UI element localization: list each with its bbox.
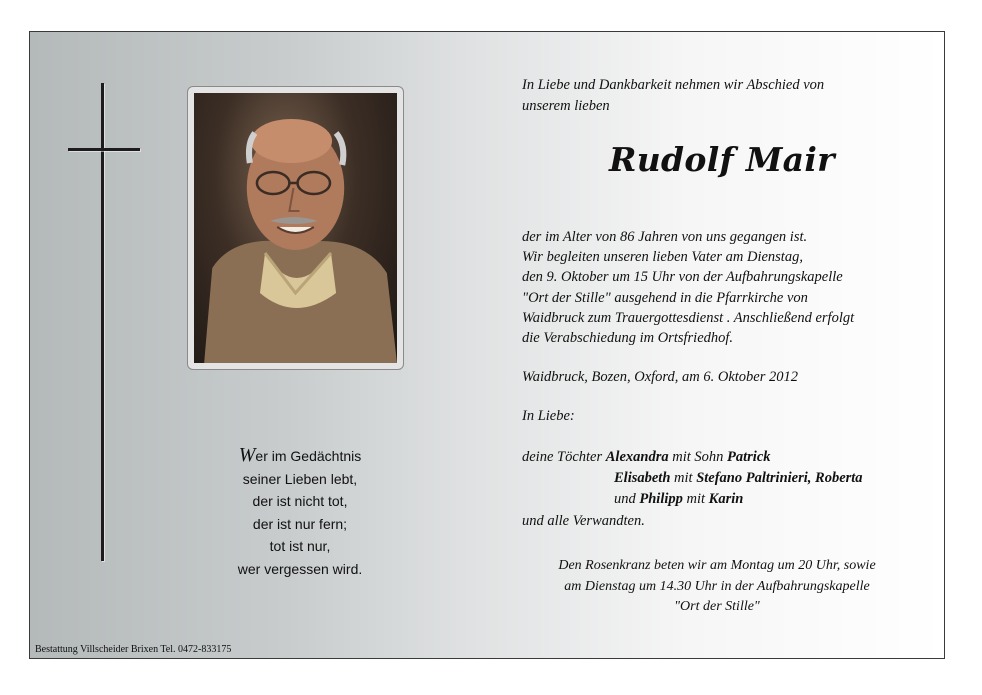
- body-line: den 9. Oktober um 15 Uhr von der Aufbahrungskapelle: [522, 269, 843, 286]
- body-line: "Ort der Stille" ausgehend in die Pfarrkirche von: [522, 289, 808, 306]
- intro-text: [522, 75, 902, 117]
- rosary-notice: [522, 556, 912, 618]
- verse-first-rest: er im Gedächtnis: [255, 448, 362, 464]
- portrait-frame: [187, 86, 404, 370]
- family-text: mit Sohn: [668, 449, 728, 465]
- body-line: der im Alter von 86 Jahren von uns gegangen ist.: [522, 229, 808, 245]
- verse-line: der ist nicht tot,: [252, 493, 348, 509]
- funeral-home-footer: Bestattung Villscheider Brixen Tel. 0472-833175: [35, 644, 232, 655]
- portrait-illustration: [194, 93, 397, 363]
- family-name: Alexandra: [605, 449, 669, 465]
- family-text: und: [614, 491, 640, 507]
- verse-line: seiner Lieben lebt,: [242, 470, 358, 487]
- verse-line-1: [190, 444, 410, 468]
- family-text: deine Töchter: [522, 449, 606, 465]
- verse-line: wer vergessen wird.: [237, 560, 363, 577]
- rosary-line: "Ort der Stille": [674, 599, 760, 614]
- family-line-4: und alle Verwandten.: [522, 513, 645, 529]
- verse-line: der ist nur fern;: [252, 515, 348, 532]
- cross-icon-bar: [68, 148, 140, 151]
- cross-icon: [101, 83, 104, 561]
- in-liebe-label: In Liebe:: [522, 408, 575, 424]
- family-text: mit: [670, 470, 697, 486]
- place-date: Waidbruck, Bozen, Oxford, am 6. Oktober 2012: [522, 369, 799, 385]
- family-name: Elisabeth: [614, 470, 671, 486]
- verse-line: tot ist nur,: [269, 538, 331, 554]
- family-name: Patrick: [727, 449, 771, 465]
- intro-line: unserem lieben: [522, 98, 610, 114]
- body-line: die Verabschiedung im Ortsfriedhof.: [522, 330, 734, 347]
- family-line-1: [522, 449, 771, 466]
- announcement-body: [522, 227, 932, 348]
- memorial-verse: [190, 444, 410, 580]
- body-line: Waidbruck zum Trauergottesdienst . Anschließend erfolgt: [522, 309, 855, 326]
- verse-initial: W: [238, 444, 256, 466]
- deceased-name: Rudolf Mair: [609, 140, 835, 179]
- rosary-line: Den Rosenkranz beten wir am Montag um 20 Uhr, sowie: [558, 558, 876, 573]
- portrait-photo: [194, 93, 397, 363]
- body-line: Wir begleiten unseren lieben Vater am Dienstag,: [522, 249, 803, 266]
- family-name: Karin: [708, 491, 744, 507]
- rosary-line: am Dienstag um 14.30 Uhr in der Aufbahrungskapelle: [564, 578, 870, 594]
- family-line-3: [614, 491, 743, 508]
- family-name: Philipp: [639, 491, 683, 507]
- family-line-2: [614, 470, 863, 487]
- family-text: mit: [682, 491, 709, 507]
- family-name: Stefano Paltrinieri, Roberta: [696, 470, 863, 486]
- intro-line: In Liebe und Dankbarkeit nehmen wir Abschied von: [522, 77, 825, 93]
